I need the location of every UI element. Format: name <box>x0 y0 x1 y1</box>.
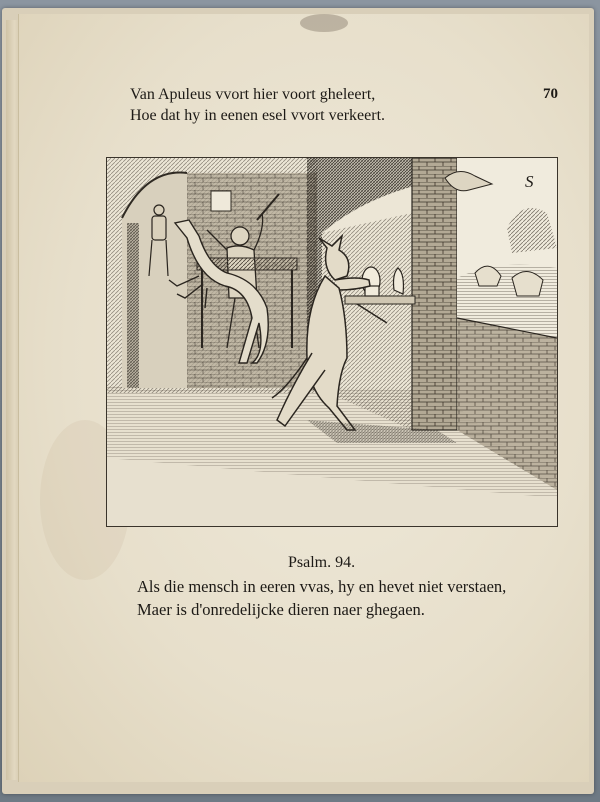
engraving-illustration <box>107 158 557 526</box>
page-stain <box>300 14 348 32</box>
page-number: 70 <box>543 86 558 102</box>
header-line-1: Van Apuleus vvort hier voort gheleert, <box>130 86 376 103</box>
caption-line-1: Als die mensch in eeren vvas, hy en hevet niet verstaen, <box>137 577 507 596</box>
caption-reference: Psalm. 94. <box>288 554 356 571</box>
header-line-2: Hoe dat hy in eenen esel vvort verkeert. <box>130 107 386 124</box>
plate-letter: S <box>525 172 534 191</box>
caption-line-2: Maer is d'onredelijcke dieren naer ghegaen. <box>137 600 425 619</box>
engraving-plate <box>106 157 558 527</box>
